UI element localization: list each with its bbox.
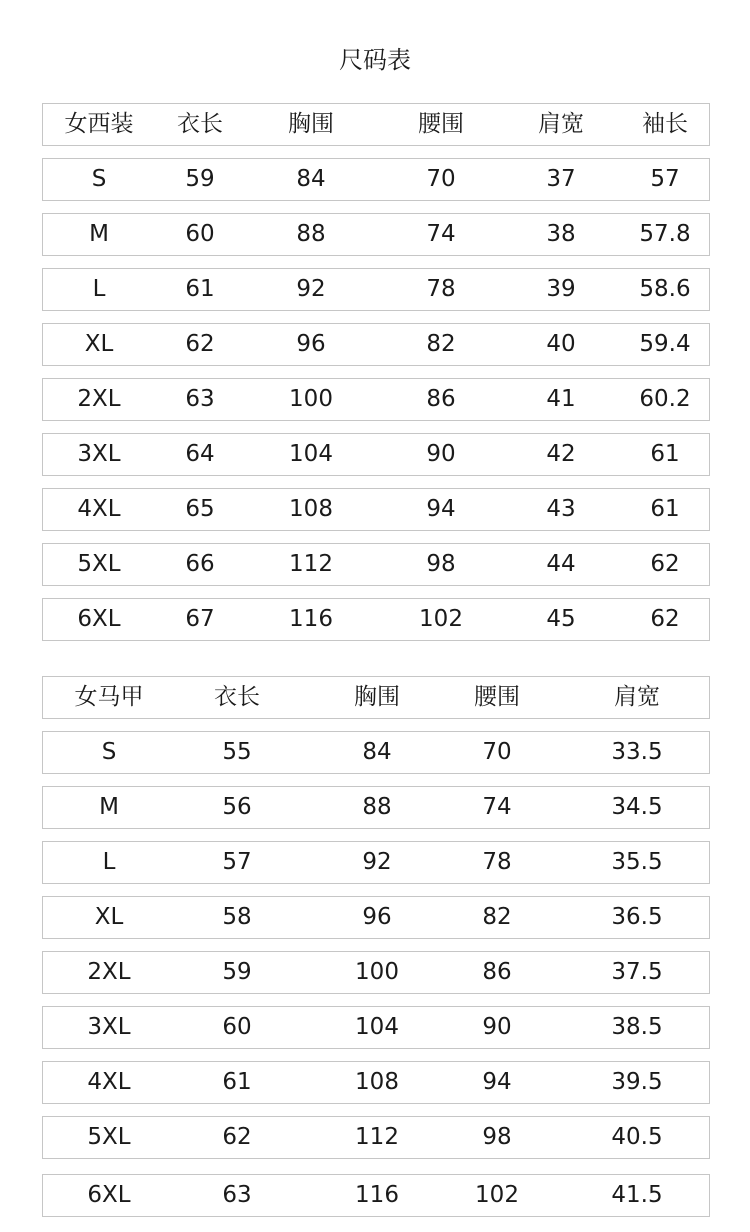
table-cell: 35.5 [611, 849, 663, 875]
table-cell: 60.2 [639, 386, 691, 412]
column-header: 肩宽 [538, 111, 584, 137]
table-cell: 108 [289, 496, 333, 522]
table-cell: 86 [482, 959, 512, 985]
table-cell: 59 [222, 959, 252, 985]
table-cell: 45 [546, 606, 576, 632]
table-cell: 59.4 [639, 331, 691, 357]
table-cell: 66 [185, 551, 215, 577]
table-row [42, 1174, 710, 1217]
column-header: 腰围 [474, 684, 520, 710]
table-row [42, 1061, 710, 1104]
table-cell: 3XL [87, 1014, 131, 1040]
table-cell: 86 [426, 386, 456, 412]
table-row [42, 213, 710, 256]
table-cell: 56 [222, 794, 252, 820]
table-cell: 92 [362, 849, 392, 875]
table-row [42, 268, 710, 311]
table-cell: 44 [546, 551, 576, 577]
table-cell: 84 [362, 739, 392, 765]
table-cell: 116 [355, 1182, 399, 1208]
table-cell: 41 [546, 386, 576, 412]
table-cell: 61 [650, 441, 680, 467]
table-cell: 2XL [87, 959, 131, 985]
table-cell: 92 [296, 276, 326, 302]
table-cell: 65 [185, 496, 215, 522]
table-cell: 37 [546, 166, 576, 192]
table-cell: 61 [650, 496, 680, 522]
table-row [42, 731, 710, 774]
table-cell: XL [94, 904, 124, 930]
table-row [42, 1006, 710, 1049]
table-cell: 37.5 [611, 959, 663, 985]
table-cell: 62 [650, 551, 680, 577]
table-cell: 94 [482, 1069, 512, 1095]
table-cell: 90 [482, 1014, 512, 1040]
table-cell: 38.5 [611, 1014, 663, 1040]
table-cell: 62 [222, 1124, 252, 1150]
table-cell: 60 [222, 1014, 252, 1040]
table-cell: 102 [475, 1182, 519, 1208]
table-cell: 61 [222, 1069, 252, 1095]
table-cell: 61 [185, 276, 215, 302]
column-header: 衣长 [177, 111, 223, 137]
table-cell: 67 [185, 606, 215, 632]
table-cell: 4XL [87, 1069, 131, 1095]
table-row [42, 841, 710, 884]
table-cell: 102 [419, 606, 463, 632]
table-cell: 60 [185, 221, 215, 247]
column-header: 肩宽 [614, 684, 660, 710]
table-cell: 38 [546, 221, 576, 247]
table-row [42, 786, 710, 829]
table-cell: L [92, 276, 106, 302]
column-header: 胸围 [288, 111, 334, 137]
table-cell: 64 [185, 441, 215, 467]
table-cell: 43 [546, 496, 576, 522]
table-cell: 70 [482, 739, 512, 765]
table-cell: 59 [185, 166, 215, 192]
table-cell: 100 [289, 386, 333, 412]
table-cell: 98 [426, 551, 456, 577]
table-cell: 84 [296, 166, 326, 192]
table-cell: S [91, 166, 107, 192]
table-cell: 116 [289, 606, 333, 632]
table-cell: 34.5 [611, 794, 663, 820]
table-row [42, 1116, 710, 1159]
table-cell: 100 [355, 959, 399, 985]
table-row [42, 598, 710, 641]
table-header-row [42, 103, 710, 146]
table-cell: 55 [222, 739, 252, 765]
column-header: 女马甲 [74, 684, 144, 710]
table-cell: 63 [222, 1182, 252, 1208]
table-cell: 40 [546, 331, 576, 357]
table-cell: 112 [355, 1124, 399, 1150]
table-cell: L [102, 849, 116, 875]
table-cell: 40.5 [611, 1124, 663, 1150]
table-cell: 2XL [77, 386, 121, 412]
column-header: 衣长 [214, 684, 260, 710]
table-row [42, 433, 710, 476]
table-cell: 88 [362, 794, 392, 820]
table-cell: 63 [185, 386, 215, 412]
table-cell: 6XL [77, 606, 121, 632]
table-cell: 57.8 [639, 221, 691, 247]
table-cell: 6XL [87, 1182, 131, 1208]
table-cell: S [101, 739, 117, 765]
column-header: 腰围 [418, 111, 464, 137]
table-cell: 57 [650, 166, 680, 192]
table-cell: 104 [355, 1014, 399, 1040]
table-row [42, 488, 710, 531]
table-cell: 58.6 [639, 276, 691, 302]
table-cell: 33.5 [611, 739, 663, 765]
table-cell: 5XL [77, 551, 121, 577]
table-cell: 74 [426, 221, 456, 247]
table-cell: 98 [482, 1124, 512, 1150]
table-cell: 112 [289, 551, 333, 577]
table-cell: M [99, 794, 119, 820]
table-cell: 78 [426, 276, 456, 302]
table-cell: 96 [362, 904, 392, 930]
table-row [42, 378, 710, 421]
table-cell: 78 [482, 849, 512, 875]
table-cell: 4XL [77, 496, 121, 522]
table-cell: 90 [426, 441, 456, 467]
column-header: 女西装 [64, 111, 134, 137]
table-cell: 41.5 [611, 1182, 663, 1208]
table-cell: 42 [546, 441, 576, 467]
table-cell: 82 [482, 904, 512, 930]
table-cell: 62 [185, 331, 215, 357]
table-row [42, 896, 710, 939]
table-cell: 108 [355, 1069, 399, 1095]
table-header-row [42, 676, 710, 719]
table-cell: 39 [546, 276, 576, 302]
table-cell: 94 [426, 496, 456, 522]
table-row [42, 323, 710, 366]
table-cell: XL [84, 331, 114, 357]
table-cell: 74 [482, 794, 512, 820]
table-cell: 36.5 [611, 904, 663, 930]
table-cell: 5XL [87, 1124, 131, 1150]
table-row [42, 158, 710, 201]
table-cell: 3XL [77, 441, 121, 467]
table-cell: 96 [296, 331, 326, 357]
page-title: 尺码表 [339, 46, 411, 74]
table-cell: 57 [222, 849, 252, 875]
table-cell: 82 [426, 331, 456, 357]
table-cell: 104 [289, 441, 333, 467]
table-cell: M [89, 221, 109, 247]
column-header: 胸围 [354, 684, 400, 710]
table-cell: 70 [426, 166, 456, 192]
table-row [42, 951, 710, 994]
table-cell: 88 [296, 221, 326, 247]
column-header: 袖长 [642, 111, 688, 137]
table-cell: 39.5 [611, 1069, 663, 1095]
table-cell: 58 [222, 904, 252, 930]
table-cell: 62 [650, 606, 680, 632]
table-row [42, 543, 710, 586]
